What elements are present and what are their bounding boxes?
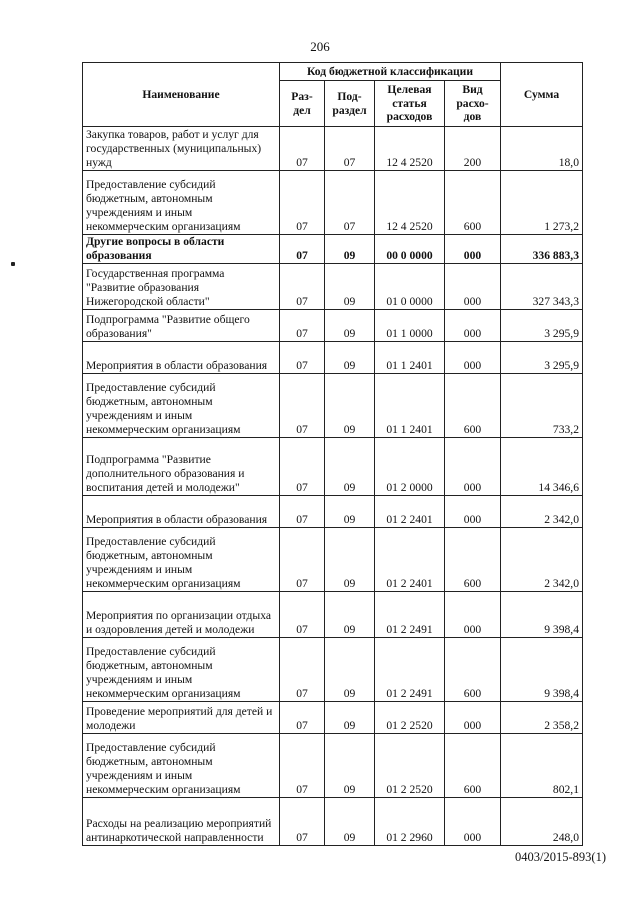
- row-name: Проведение мероприятий для детей и молодежи: [83, 701, 280, 733]
- row-section: 07: [280, 437, 325, 495]
- table-row: [83, 263, 583, 309]
- header-expense-type: Вид расхо- дов: [445, 81, 501, 127]
- row-expense-type: 000: [445, 341, 501, 373]
- row-expense-type: 000: [445, 263, 501, 309]
- row-target: 01 1 0000: [375, 309, 445, 341]
- table-row: [83, 591, 583, 637]
- row-section: 07: [280, 263, 325, 309]
- row-name: Предоставление субсидий бюджетным, автономным учреждениям и иным некоммерческим организациям: [83, 733, 280, 797]
- row-target: 01 2 2491: [375, 637, 445, 701]
- row-subsection: 09: [325, 309, 375, 341]
- row-target: 01 2 2960: [375, 797, 445, 845]
- row-section: 07: [280, 127, 325, 171]
- budget-table: [82, 62, 583, 846]
- table-header: [83, 63, 583, 127]
- row-subsection: 07: [325, 127, 375, 171]
- document-code: 0403/2015-893(1): [515, 850, 606, 864]
- row-expense-type: 000: [445, 495, 501, 527]
- table-body: [83, 127, 583, 846]
- row-sum: 2 342,0: [501, 527, 583, 591]
- row-subsection: 09: [325, 341, 375, 373]
- row-name: Предоставление субсидий бюджетным, автономным учреждениям и иным некоммерческим организациям: [83, 527, 280, 591]
- row-subsection: 09: [325, 733, 375, 797]
- row-target: 12 4 2520: [375, 127, 445, 171]
- row-sum: 3 295,9: [501, 309, 583, 341]
- row-sum: 9 398,4: [501, 637, 583, 701]
- row-expense-type: 600: [445, 733, 501, 797]
- table-row: [83, 171, 583, 235]
- row-target: 01 2 2401: [375, 495, 445, 527]
- header-target: Целевая статья расходов: [375, 81, 445, 127]
- row-section: 07: [280, 637, 325, 701]
- row-target: 00 0 0000: [375, 235, 445, 264]
- table-row: [83, 733, 583, 797]
- row-target: 01 1 2401: [375, 341, 445, 373]
- row-sum: 18,0: [501, 127, 583, 171]
- row-target: 01 2 2520: [375, 701, 445, 733]
- row-sum: 802,1: [501, 733, 583, 797]
- row-subsection: 09: [325, 797, 375, 845]
- row-section: 07: [280, 797, 325, 845]
- header-code-group: Код бюджетной классификации: [280, 63, 501, 81]
- row-expense-type: 000: [445, 797, 501, 845]
- table-row: [83, 495, 583, 527]
- table-row: [83, 701, 583, 733]
- row-name: Предоставление субсидий бюджетным, автономным учреждениям и иным некоммерческим организациям: [83, 373, 280, 437]
- row-subsection: 09: [325, 701, 375, 733]
- row-target: 01 2 2401: [375, 527, 445, 591]
- row-subsection: 09: [325, 437, 375, 495]
- header-sum: Сумма: [501, 63, 583, 127]
- row-expense-type: 000: [445, 437, 501, 495]
- row-expense-type: 600: [445, 637, 501, 701]
- row-name: Закупка товаров, работ и услуг для государственных (муниципальных) нужд: [83, 127, 280, 171]
- row-name: Мероприятия в области образования: [83, 341, 280, 373]
- table-row: [83, 373, 583, 437]
- row-section: 07: [280, 733, 325, 797]
- row-sum: 733,2: [501, 373, 583, 437]
- row-section: 07: [280, 235, 325, 264]
- row-target: 12 4 2520: [375, 171, 445, 235]
- margin-mark: [11, 262, 15, 266]
- row-target: 01 2 2520: [375, 733, 445, 797]
- row-subsection: 09: [325, 235, 375, 264]
- row-expense-type: 000: [445, 235, 501, 264]
- row-target: 01 2 2491: [375, 591, 445, 637]
- row-name: Мероприятия в области образования: [83, 495, 280, 527]
- row-subsection: 09: [325, 263, 375, 309]
- row-name: Подпрограмма "Развитие общего образования": [83, 309, 280, 341]
- row-section: 07: [280, 527, 325, 591]
- row-target: 01 1 2401: [375, 373, 445, 437]
- row-subsection: 09: [325, 637, 375, 701]
- row-name: Государственная программа "Развитие образования Нижегородской области": [83, 263, 280, 309]
- row-section: 07: [280, 373, 325, 437]
- row-sum: 248,0: [501, 797, 583, 845]
- row-name: Предоставление субсидий бюджетным, автономным учреждениям и иным некоммерческим организациям: [83, 171, 280, 235]
- table-row: [83, 341, 583, 373]
- table-row: [83, 437, 583, 495]
- row-subsection: 09: [325, 527, 375, 591]
- table-row: [83, 235, 583, 264]
- page-number: 206: [310, 39, 330, 54]
- row-target: 01 0 0000: [375, 263, 445, 309]
- row-section: 07: [280, 495, 325, 527]
- row-expense-type: 600: [445, 171, 501, 235]
- row-sum: 14 346,6: [501, 437, 583, 495]
- row-name: Мероприятия по организации отдыха и оздоровления детей и молодежи: [83, 591, 280, 637]
- row-name: Другие вопросы в области образования: [83, 235, 280, 264]
- row-sum: 336 883,3: [501, 235, 583, 264]
- row-sum: 9 398,4: [501, 591, 583, 637]
- header-name: Наименование: [83, 63, 280, 127]
- row-section: 07: [280, 591, 325, 637]
- row-subsection: 09: [325, 495, 375, 527]
- table-row: [83, 797, 583, 845]
- row-sum: 327 343,3: [501, 263, 583, 309]
- row-subsection: 07: [325, 171, 375, 235]
- row-expense-type: 000: [445, 309, 501, 341]
- row-name: Предоставление субсидий бюджетным, автономным учреждениям и иным некоммерческим организациям: [83, 637, 280, 701]
- row-section: 07: [280, 701, 325, 733]
- table-row: [83, 527, 583, 591]
- header-section: Раз- дел: [280, 81, 325, 127]
- row-name: Подпрограмма "Развитие дополнительного образования и воспитания детей и молодежи": [83, 437, 280, 495]
- table-row: [83, 309, 583, 341]
- row-section: 07: [280, 171, 325, 235]
- header-subsection: Под- раздел: [325, 81, 375, 127]
- table-row: [83, 127, 583, 171]
- row-expense-type: 000: [445, 701, 501, 733]
- row-expense-type: 600: [445, 373, 501, 437]
- row-target: 01 2 0000: [375, 437, 445, 495]
- row-subsection: 09: [325, 373, 375, 437]
- row-expense-type: 000: [445, 591, 501, 637]
- row-expense-type: 200: [445, 127, 501, 171]
- row-expense-type: 600: [445, 527, 501, 591]
- row-sum: 2 358,2: [501, 701, 583, 733]
- row-sum: 1 273,2: [501, 171, 583, 235]
- row-section: 07: [280, 309, 325, 341]
- table-row: [83, 637, 583, 701]
- row-sum: 2 342,0: [501, 495, 583, 527]
- row-name: Расходы на реализацию мероприятий антинаркотической направленности: [83, 797, 280, 845]
- row-sum: 3 295,9: [501, 341, 583, 373]
- row-section: 07: [280, 341, 325, 373]
- row-subsection: 09: [325, 591, 375, 637]
